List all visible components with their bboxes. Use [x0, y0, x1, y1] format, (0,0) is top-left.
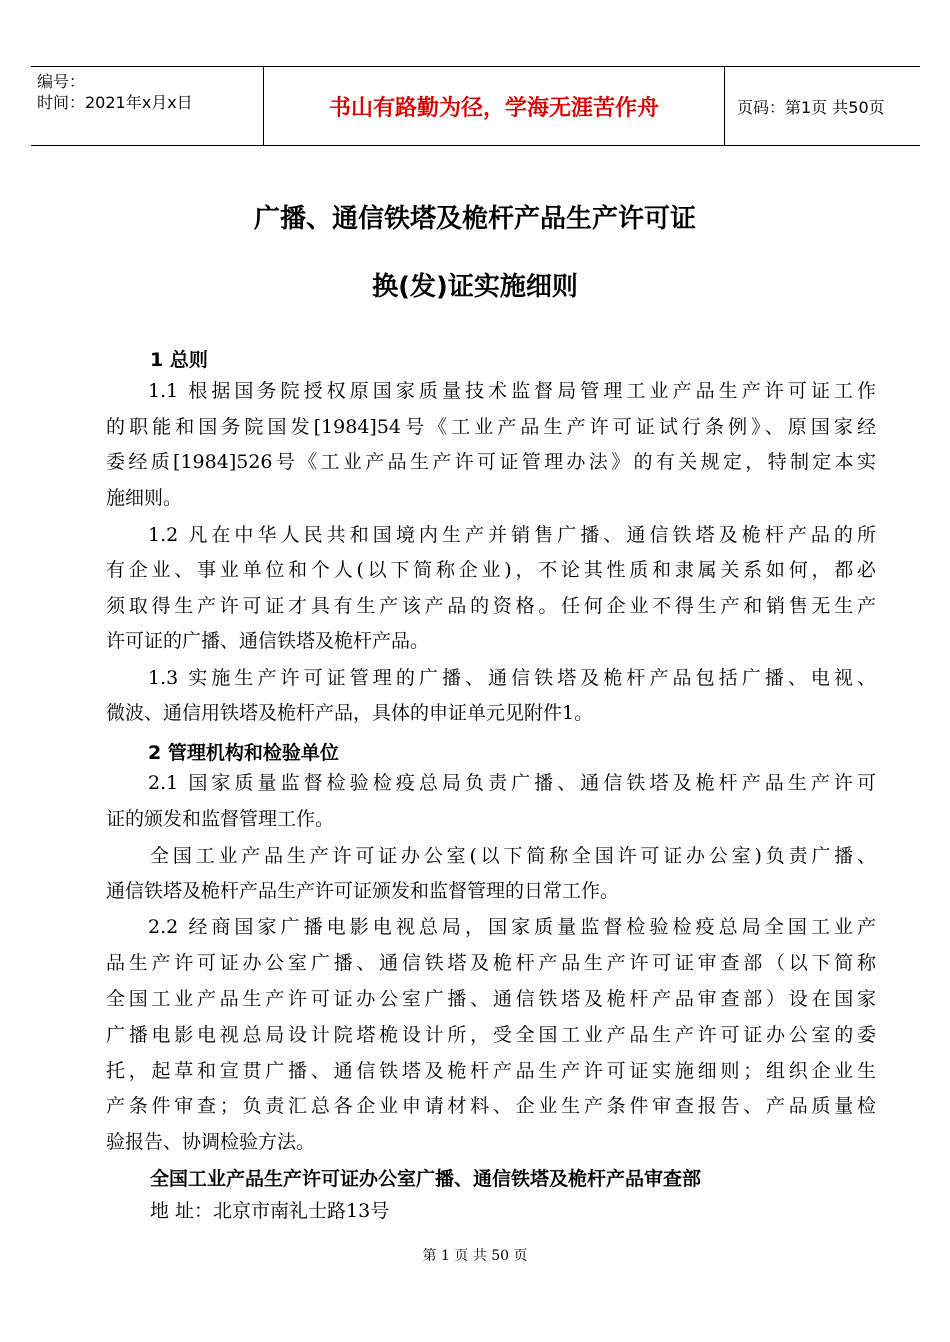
section-2-heading: 2 管理机构和检验单位 [148, 742, 339, 764]
paragraph-line: 2.2 经商国家广播电影电视总局，国家质量监督检验检疫总局全国工业产 [148, 916, 876, 938]
page-footer: 第 1 页 共 50 页 [422, 1248, 528, 1264]
review-department-heading: 全国工业产品生产许可证办公室广播、通信铁塔及桅杆产品审查部 [150, 1168, 702, 1190]
paragraph-line: 证的颁发和监督管理工作。 [106, 808, 335, 830]
document-time-label: 时间：2021年x月x日 [37, 93, 193, 112]
paragraph-line: 施细则。 [106, 487, 183, 509]
paragraph-line: 微波、通信用铁塔及桅杆产品，具体的申证单元见附件1。 [106, 702, 594, 724]
paragraph-line: 品生产许可证办公室广播、通信铁塔及桅杆产品生产许可证审查部（以下简称 [106, 952, 876, 974]
page-header [31, 66, 920, 146]
paragraph-line: 有企业、事业单位和个人(以下简称企业)，不论其性质和隶属关系如何，都必 [106, 559, 876, 581]
paragraph-line: 产条件审查；负责汇总各企业申请材料、企业生产条件审查报告、产品质量检 [106, 1095, 876, 1117]
document-title-line-1: 广播、通信铁塔及桅杆产品生产许可证 [253, 204, 696, 234]
document-title-line-2: 换(发)证实施细则 [372, 272, 578, 302]
document-number-label: 编号： [37, 72, 86, 91]
paragraph-line: 的职能和国务院国发[1984]54号《工业产品生产许可证试行条例》、原国家经 [106, 416, 876, 438]
header-meta [31, 67, 261, 145]
paragraph-line: 广播电影电视总局设计院塔桅设计所，受全国工业产品生产许可证办公室的委 [106, 1024, 876, 1046]
header-motto: 书山有路勤为径，学海无涯苦作舟 [263, 67, 725, 145]
paragraph-line: 1.1 根据国务院授权原国家质量技术监督局管理工业产品生产许可证工作 [148, 380, 876, 402]
header-page-info: 页码：第1页 共50页 [737, 97, 885, 117]
paragraph-line: 委经质[1984]526号《工业产品生产许可证管理办法》的有关规定，特制定本实 [106, 451, 876, 473]
paragraph-line: 全国工业产品生产许可证办公室(以下简称全国许可证办公室)负责广播、 [150, 845, 876, 867]
paragraph-line: 许可证的广播、通信铁塔及桅杆产品。 [106, 630, 430, 652]
paragraph-line: 2.1 国家质量监督检验检疫总局负责广播、通信铁塔及桅杆产品生产许可 [148, 772, 876, 794]
paragraph-line: 验报告、协调检验方法。 [106, 1131, 316, 1153]
address-line: 地 址：北京市南礼士路13号 [150, 1200, 390, 1222]
paragraph-line: 1.3 实施生产许可证管理的广播、通信铁塔及桅杆产品包括广播、电视、 [148, 667, 876, 689]
paragraph-line: 1.2 凡在中华人民共和国境内生产并销售广播、通信铁塔及桅杆产品的所 [148, 524, 876, 546]
paragraph-line: 托，起草和宣贯广播、通信铁塔及桅杆产品生产许可证实施细则；组织企业生 [106, 1060, 876, 1082]
paragraph-line: 通信铁塔及桅杆产品生产许可证颁发和监督管理的日常工作。 [106, 880, 620, 902]
paragraph-line: 全国工业产品生产许可证办公室广播、通信铁塔及桅杆产品审查部）设在国家 [106, 988, 876, 1010]
paragraph-line: 须取得生产许可证才具有生产该产品的资格。任何企业不得生产和销售无生产 [106, 595, 876, 617]
section-1-heading: 1 总则 [150, 349, 208, 371]
